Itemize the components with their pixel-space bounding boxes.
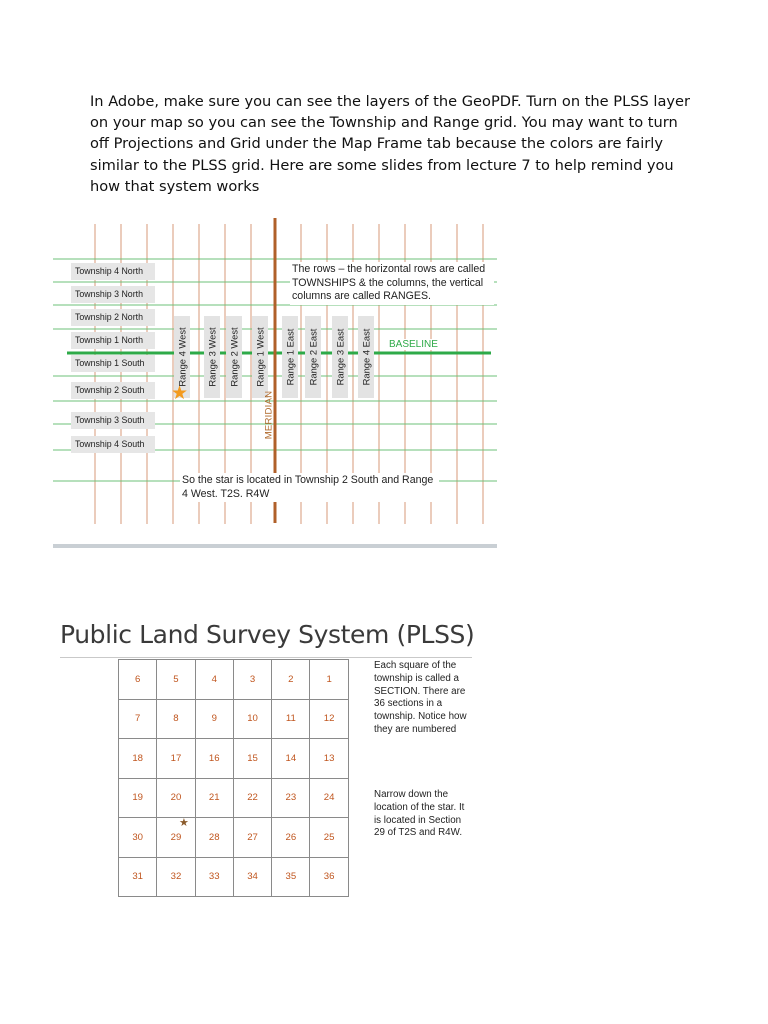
section-cell: 36	[310, 858, 348, 898]
range-label-text: Range 2 West	[228, 327, 240, 387]
section-cell: 34	[234, 858, 272, 898]
range-label	[305, 316, 321, 398]
section-star-icon: ★	[179, 817, 189, 829]
section-cell: 24	[310, 779, 348, 819]
meridian-label	[251, 390, 287, 440]
intro-text: In Adobe, make sure you can see the layers of the GeoPDF. Turn on the PLSS layer on your map so you can see the Township and Range grid. You may want to turn off Projections and Grid under the Map Frame tab because the colors are fairly similar to the PLSS grid. Here are some slides from lecture 7 to help remind you how that system works	[90, 93, 691, 195]
township-label: Township 1 South	[71, 355, 155, 372]
section-cell: 29	[157, 818, 195, 858]
township-label: Township 2 South	[71, 382, 155, 399]
range-label-text: Range 2 East	[307, 328, 319, 386]
section-cell: 23	[272, 779, 310, 819]
section-cell: 17	[157, 739, 195, 779]
section-cell: 26	[272, 818, 310, 858]
section-cell: 4	[196, 660, 234, 700]
plss-sections-slide	[60, 618, 475, 900]
range-label-text: Range 1 East	[284, 328, 296, 386]
section-cell: 35	[272, 858, 310, 898]
section-cell: 18	[119, 739, 157, 779]
township-label: Township 3 South	[71, 412, 155, 429]
slide-title: Public Land Survey System (PLSS)	[60, 620, 475, 649]
township-label: Township 4 North	[71, 263, 155, 280]
section-cell: 31	[119, 858, 157, 898]
section-cell: 1	[310, 660, 348, 700]
section-cell: 5	[157, 660, 195, 700]
section-cell: 21	[196, 779, 234, 819]
section-cell: 13	[310, 739, 348, 779]
section-grid	[118, 659, 349, 897]
township-label: Township 1 North	[71, 332, 155, 349]
section-cell: 12	[310, 700, 348, 740]
range-label	[226, 316, 242, 398]
section-cell: 25	[310, 818, 348, 858]
range-label	[332, 316, 348, 398]
star-section-note: Narrow down the location of the star. It is located in Section 29 of T2S and R4W.	[374, 789, 465, 839]
township-label: Township 3 North	[71, 286, 155, 303]
section-cell: 22	[234, 779, 272, 819]
section-cell: 8	[157, 700, 195, 740]
section-cell: 15	[234, 739, 272, 779]
range-label-text: Range 4 East	[360, 328, 372, 386]
township-range-slide	[53, 212, 497, 548]
section-cell: 6	[119, 660, 157, 700]
range-label-text: Range 3 East	[334, 328, 346, 386]
range-label	[252, 316, 268, 398]
section-cell: 28	[196, 818, 234, 858]
section-cell: 14	[272, 739, 310, 779]
range-label-text: Range 3 West	[206, 327, 218, 387]
section-note: Each square of the township is called a SECTION. There are 36 sections in a township. Notice how they are numbered	[374, 660, 467, 735]
section-cell: 2	[272, 660, 310, 700]
township-label: Township 4 South	[71, 436, 155, 453]
title-rule	[60, 657, 472, 658]
section-cell: 30	[119, 818, 157, 858]
range-label-text: Range 4 West	[176, 327, 188, 387]
section-cell: 9	[196, 700, 234, 740]
meridian-label-text: MERIDIAN	[263, 390, 275, 440]
township-label: Township 2 North	[71, 309, 155, 326]
section-cell: 3	[234, 660, 272, 700]
rows-columns-note: The rows – the horizontal rows are called TOWNSHIPS & the columns, the vertical columns are called RANGES.	[290, 262, 494, 305]
range-label	[358, 316, 374, 398]
star-location-note: So the star is located in Township 2 South and Range 4 West. T2S. R4W	[180, 473, 439, 502]
star-icon: ★	[171, 383, 189, 404]
baseline-label: BASELINE	[389, 339, 438, 350]
section-cell: 10	[234, 700, 272, 740]
section-cell: 33	[196, 858, 234, 898]
section-cell: 20	[157, 779, 195, 819]
section-cell: 27	[234, 818, 272, 858]
range-label	[282, 316, 298, 398]
range-label-text: Range 1 West	[254, 327, 266, 387]
section-cell: 16	[196, 739, 234, 779]
section-cell: 19	[119, 779, 157, 819]
section-cell: 7	[119, 700, 157, 740]
section-cell: 32	[157, 858, 195, 898]
range-label	[204, 316, 220, 398]
section-cell: 11	[272, 700, 310, 740]
intro-paragraph	[90, 91, 690, 197]
